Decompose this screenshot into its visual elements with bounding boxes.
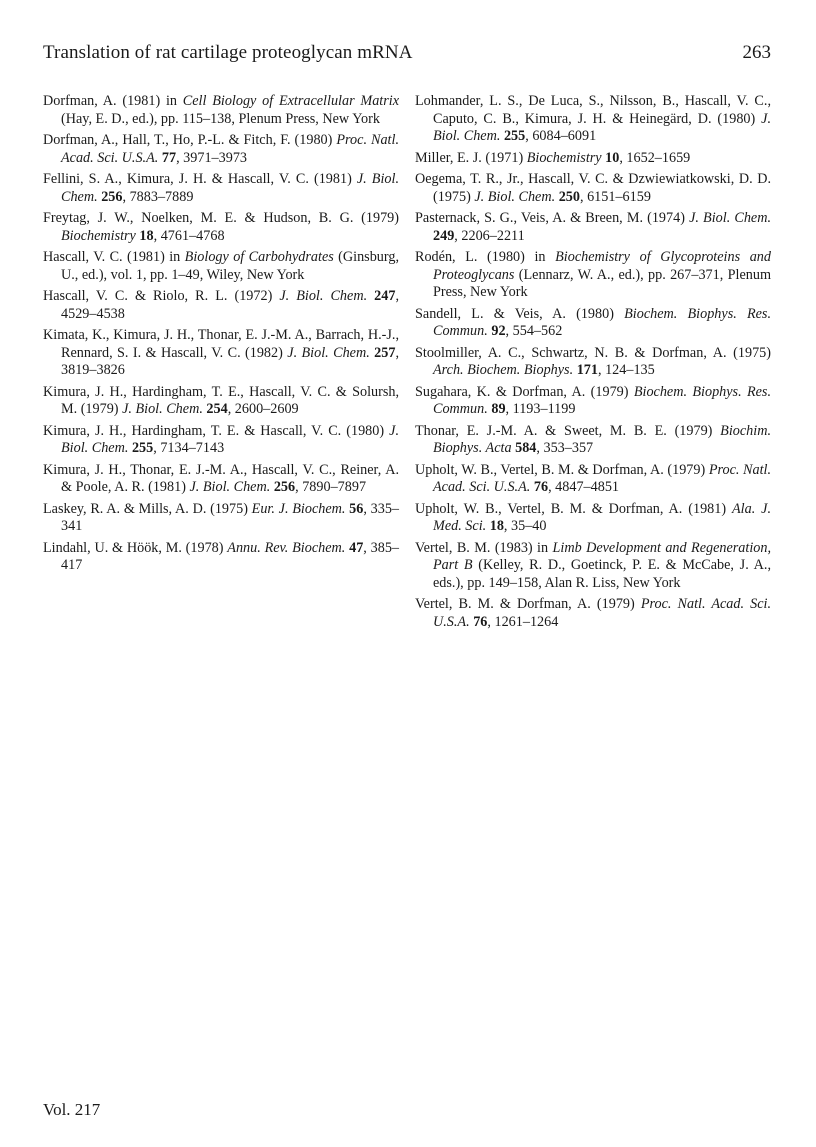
reference-journal: J. Biol. Chem.: [279, 288, 368, 304]
reference-vol: 171: [573, 362, 598, 378]
reference-entry: [415, 462, 771, 497]
reference-post: , 1261–1264: [487, 613, 559, 630]
reference-pre: Upholt, W. B., Vertel, B. M. & Dorfman, A. (1979): [415, 461, 709, 478]
reference-entry: [415, 423, 771, 458]
reference-journal: Proc. Natl. Acad. Sci. U.S.A.: [433, 461, 771, 495]
reference-vol: 255: [500, 128, 526, 144]
reference-entry: [43, 249, 399, 284]
reference-vol: 584: [511, 440, 537, 456]
reference-journal: J. Biol. Chem.: [689, 210, 772, 226]
reference-pre: Rodén, L. (1980) in: [415, 249, 556, 265]
reference-journal: Limb Development and Regeneration, Part B: [433, 539, 771, 573]
reference-pre: Miller, E. J. (1971): [415, 149, 527, 166]
reference-journal: Biochemistry: [526, 149, 602, 166]
reference-pre: Sugahara, K. & Dorfman, A. (1979): [415, 383, 634, 400]
reference-post: , 335–341: [61, 500, 399, 534]
reference-post: (Kelley, R. D., Goetinck, P. E. & McCabe, J. A., eds.), pp. 149–158, Alan R. Liss, New York: [433, 557, 771, 591]
reference-post: , 385–417: [61, 539, 400, 573]
reference-pre: Laskey, R. A. & Mills, A. D. (1975): [43, 500, 252, 517]
reference-journal: Biochem. Biophys. Res. Commun.: [433, 305, 771, 339]
reference-pre: Lindahl, U. & Höök, M. (1978): [43, 539, 228, 556]
reference-post: , 4847–4851: [548, 479, 619, 495]
reference-vol: 18: [486, 518, 504, 534]
reference-post: , 7890–7897: [295, 479, 367, 495]
reference-post: , 1652–1659: [619, 149, 691, 166]
reference-entry: [415, 540, 771, 593]
reference-pre: Pasternack, S. G., Veis, A. & Breen, M. (1974): [415, 210, 690, 226]
reference-post: , 2600–2609: [227, 401, 299, 417]
volume-footer: Vol. 217: [43, 1100, 101, 1119]
reference-post: , 3819–3826: [61, 344, 400, 378]
reference-vol: 250: [555, 188, 580, 205]
reference-entry: [43, 171, 399, 206]
reference-post: , 2206–2211: [454, 227, 525, 244]
reference-entry: [43, 288, 399, 323]
reference-pre: Vertel, B. M. (1983) in: [415, 539, 553, 556]
reference-post: , 124–135: [597, 362, 655, 378]
reference-pre: Kimura, J. H., Hardingham, T. E., Hascall, V. C. & Solursh, M. (1979): [43, 383, 399, 417]
reference-pre: Oegema, T. R., Jr., Hascall, V. C. & Dzwiewiatkowski, D. D. (1975): [415, 171, 771, 205]
reference-journal: Arch. Biochem. Biophys.: [433, 362, 574, 378]
reference-pre: Vertel, B. M. & Dorfman, A. (1979): [415, 596, 641, 612]
reference-post: , 6151–6159: [579, 188, 651, 205]
running-title: Translation of rat cartilage proteoglycan mRNA: [43, 42, 413, 63]
reference-pre: Freytag, J. W., Noelken, M. E. & Hudson, B. G. (1979): [43, 210, 399, 226]
reference-vol: 76: [530, 479, 549, 495]
reference-entry: [415, 384, 771, 419]
reference-pre: Hascall, V. C. & Riolo, R. L. (1972): [43, 288, 280, 304]
reference-pre: Hascall, V. C. (1981) in: [43, 249, 185, 265]
reference-post: , 7134–7143: [153, 440, 225, 456]
reference-pre: Upholt, W. B., Vertel, B. M. & Dorfman, A. (1981): [415, 500, 732, 517]
reference-entry: [415, 93, 771, 146]
reference-vol: 254: [202, 401, 228, 417]
reference-pre: Kimura, J. H., Hardingham, T. E. & Hascall, V. C. (1980): [43, 422, 390, 439]
reference-journal: J. Biol. Chem.: [61, 422, 399, 456]
reference-vol: 18: [135, 227, 154, 244]
reference-vol: 10: [601, 149, 620, 166]
reference-post: , 1193–1199: [505, 401, 576, 417]
reference-vol: 92: [487, 323, 506, 339]
reference-journal: Proc. Natl. Acad. Sci. U.S.A.: [433, 596, 771, 630]
reference-vol: 249: [433, 227, 455, 244]
reference-journal: Cell Biology of Extracellular Matrix: [182, 93, 399, 109]
reference-entry: [43, 132, 399, 167]
references-left-column: [43, 93, 399, 579]
reference-journal: J. Biol. Chem.: [189, 479, 271, 495]
reference-entry: [415, 249, 771, 302]
reference-vol: 56: [345, 500, 364, 517]
reference-pre: Kimura, J. H., Thonar, E. J.-M. A., Hascall, V. C., Reiner, A. & Poole, A. R. (1981): [43, 461, 399, 495]
reference-post: (Lennarz, W. A., ed.), pp. 267–371, Plenum Press, New York: [433, 266, 771, 300]
reference-pre: Lohmander, L. S., De Luca, S., Nilsson, B., Hascall, V. C., Caputo, C. B., Kimura, J. H. & Heinegärd, D. (1980): [415, 93, 771, 127]
reference-post: , 7883–7889: [122, 188, 194, 205]
reference-vol: 255: [128, 440, 154, 456]
reference-vol: 47: [345, 539, 364, 556]
reference-post: (Ginsburg, U., ed.), vol. 1, pp. 1–49, Wiley, New York: [61, 249, 399, 283]
reference-journal: Ala. J. Med. Sci.: [433, 500, 772, 534]
reference-journal: Biology of Carbohydrates: [184, 249, 334, 265]
references-right-column: [415, 93, 771, 635]
reference-pre: Kimata, K., Kimura, J. H., Thonar, E. J.-M. A., Barrach, H.-J., Rennard, S. I. & Hascall, V. C. (1982): [43, 327, 399, 361]
reference-post: , 4761–4768: [153, 227, 225, 244]
reference-journal: Biochemistry: [61, 227, 136, 244]
reference-vol: 76: [469, 613, 488, 630]
reference-vol: 89: [487, 401, 506, 417]
reference-vol: 256: [270, 479, 296, 495]
reference-pre: Thonar, E. J.-M. A. & Sweet, M. B. E. (1979): [415, 422, 721, 439]
reference-pre: Sandell, L. & Veis, A. (1980): [415, 305, 625, 322]
reference-entry: [43, 384, 399, 419]
reference-entry: [415, 306, 771, 341]
reference-entry: [43, 210, 399, 245]
page-number: 263: [742, 42, 771, 63]
reference-post: , 6084–6091: [525, 128, 597, 144]
reference-entry: [43, 423, 399, 458]
reference-vol: 247: [367, 288, 396, 304]
reference-journal: Biochemistry of Glycoproteins and Proteoglycans: [433, 249, 771, 283]
reference-post: , 4529–4538: [61, 288, 399, 322]
reference-journal: Proc. Natl. Acad. Sci. U.S.A.: [61, 132, 399, 166]
reference-journal: J. Biol. Chem.: [433, 110, 771, 144]
reference-entry: [43, 327, 399, 380]
reference-vol: 257: [369, 344, 396, 361]
reference-entry: [43, 540, 399, 575]
reference-entry: [415, 171, 771, 206]
reference-entry: [415, 345, 771, 380]
reference-vol: 256: [97, 188, 123, 205]
reference-pre: Dorfman, A., Hall, T., Ho, P.-L. & Fitch, F. (1980): [43, 132, 337, 148]
reference-journal: Biochem. Biophys. Res. Commun.: [433, 383, 772, 417]
reference-pre: Stoolmiller, A. C., Schwartz, N. B. & Dorfman, A. (1975): [415, 344, 771, 361]
reference-entry: [415, 150, 771, 168]
reference-entry: [43, 93, 399, 128]
reference-post: , 353–357: [536, 440, 594, 456]
reference-entry: [415, 596, 771, 631]
reference-entry: [415, 210, 771, 245]
reference-pre: Fellini, S. A., Kimura, J. H. & Hascall, V. C. (1981): [43, 171, 357, 187]
reference-journal: J. Biol. Chem.: [61, 171, 399, 205]
reference-post: , 35–40: [503, 518, 547, 534]
reference-post: , 554–562: [505, 323, 563, 339]
reference-journal: J. Biol. Chem.: [122, 401, 203, 417]
reference-entry: [43, 501, 399, 536]
reference-pre: Dorfman, A. (1981) in: [43, 93, 183, 109]
reference-post: (Hay, E. D., ed.), pp. 115–138, Plenum Press, New York: [61, 110, 380, 127]
reference-journal: Biochim. Biophys. Acta: [433, 422, 771, 456]
reference-journal: Eur. J. Biochem.: [251, 500, 346, 517]
reference-entry: [43, 462, 399, 497]
reference-vol: 77: [158, 149, 177, 166]
reference-post: , 3971–3973: [176, 149, 247, 166]
reference-journal: Annu. Rev. Biochem.: [227, 539, 346, 556]
reference-journal: J. Biol. Chem.: [287, 344, 370, 361]
reference-entry: [415, 501, 771, 536]
reference-journal: J. Biol. Chem.: [474, 188, 556, 205]
